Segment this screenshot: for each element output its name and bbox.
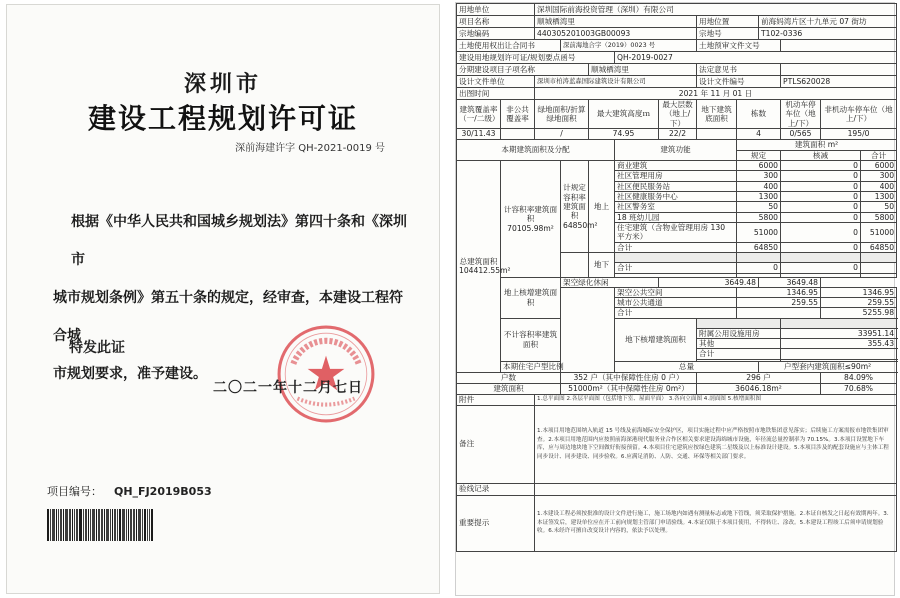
field-value: [781, 40, 897, 52]
function-name: 社区警务室: [615, 202, 737, 212]
residential-row-label: 建筑面积: [457, 383, 561, 394]
permit-number: 深前海建许字 QH-2021-0019 号: [235, 143, 385, 154]
residential-header: 户型套内建筑面积≤90m²: [759, 361, 897, 372]
barcode-bar: [130, 509, 132, 541]
barcode-icon: [47, 509, 155, 541]
indicator-value: 4: [737, 128, 781, 139]
barcode-bar: [47, 509, 49, 541]
permit-title: 建设工程规划许可证: [87, 102, 358, 135]
sum-value: 50: [861, 202, 897, 212]
residential-value: 352 户（其中保障性住房 0 户）: [561, 372, 697, 383]
field-label: 土地使用权出让合同书: [457, 40, 561, 52]
body-line-1: 根据《中华人民共和国城乡规划法》第四十条和《深圳市: [71, 214, 407, 268]
reduced-value: 0: [781, 202, 861, 212]
indicator-header: 绿地面积/折算绿地面积: [535, 100, 589, 129]
reduced-value: 0: [781, 192, 861, 202]
reduced-value: 0: [781, 212, 861, 222]
field-label: 用地单位: [457, 4, 535, 16]
regulated-value: 64850: [737, 242, 781, 252]
barcode-bar: [60, 509, 62, 541]
sum-value: 259.55: [821, 298, 897, 308]
barcode-bar: [106, 509, 109, 541]
field-label: 建设用地规划许可证/规划要点函号: [457, 52, 615, 64]
function-name: 架空绿化休闲: [561, 277, 659, 287]
field-label: 项目名称: [457, 16, 535, 28]
indicator-value: 30/11.43: [457, 128, 501, 139]
sum-value: 400: [861, 181, 897, 191]
total-area-cell: [457, 161, 511, 372]
field-label: 土地预审文件文号: [697, 40, 781, 52]
field-value: 深圳国际前海投资管理（深圳）有限公司: [535, 4, 897, 16]
residential-ratio-label: 本期住宅户型比例: [501, 361, 589, 372]
barcode-bar: [69, 509, 71, 541]
barcode-bar: [104, 509, 105, 541]
blank-cell: [781, 318, 897, 328]
indicator-header: 地下建筑底面积: [697, 100, 737, 129]
barcode-bar: [151, 509, 153, 541]
indicator-header: 非公共覆盖率: [501, 100, 535, 129]
blank-cell: [561, 287, 615, 372]
barcode-bar: [76, 509, 78, 541]
blank-cell: [697, 318, 781, 328]
blank-cell: [861, 273, 897, 277]
function-name: 其他: [697, 339, 781, 349]
field-value: 前海妈湾片区十九单元 07 街坊: [759, 16, 897, 28]
barcode-bar: [101, 509, 103, 541]
regulated-value: 3649.48: [659, 277, 759, 287]
blank-cell: [861, 253, 897, 263]
barcode-bar: [52, 509, 55, 541]
fa-area-value: 70105.98m²: [507, 223, 554, 233]
field-label: 设计文件编号: [697, 76, 781, 88]
residential-value: 84.09%: [821, 372, 897, 383]
sum-value: 5800: [861, 212, 897, 222]
indicator-header: 机动车停车位（地上/下）: [781, 100, 821, 129]
barcode-bar: [126, 509, 127, 541]
function-name: 合计: [615, 263, 737, 273]
sub-header: 规定: [737, 150, 781, 160]
non-far-area-label: 不计容积率建筑面积: [501, 318, 561, 361]
reduced-value: 0: [781, 171, 861, 181]
regulated-fa-label: 计规定容积率建筑面积: [563, 183, 586, 221]
reduced-value: 0: [781, 222, 861, 242]
function-header: 建筑功能: [615, 139, 737, 160]
body-line-3: 市规划要求，准予建设。: [53, 366, 207, 382]
indicator-value: 74.95: [589, 128, 659, 139]
indicator-value: 22/2: [659, 128, 697, 139]
barcode-bar: [142, 509, 143, 541]
regulated-value: 259.55: [737, 298, 821, 308]
residential-header: 总量: [615, 361, 759, 372]
regulated-fa-value: 64850m²: [563, 220, 598, 230]
field-value: [781, 64, 897, 76]
residential-value: 51000m²（其中保障性住房 0m²）: [561, 383, 697, 394]
barcode-bar: [50, 509, 51, 541]
attachments-label: 附件: [457, 394, 535, 405]
regulated-value: 300: [737, 171, 781, 181]
permit-detail-page: [455, 2, 895, 596]
regulated-fa-cell: [561, 161, 598, 253]
barcode-bar: [58, 509, 59, 541]
body-line-2: 城市规划条例》第五十条的规定，经审查，本建设工程符合城: [53, 290, 403, 344]
project-number-value: QH_FJ2019B053: [114, 485, 212, 498]
field-value: 2021 年 11 月 01 日: [535, 88, 897, 100]
barcode-bar: [98, 509, 100, 541]
blank-cell: [781, 253, 861, 263]
field-label: 出图时间: [457, 88, 535, 100]
regulated-value: 1346.95: [737, 287, 821, 297]
notice-text: 1.本建设工程必须按批准的设计文件进行施工，施工场地内如遇有测量标志或地下管线，须采取保护措施。2.本证自核发之日起有效期两年。3.本证签发后，建设单位应在开工前向规划主管部门申请验线。4.本证仅限于本项目使用，不得转让、涂改。5.本建设工程竣工后须申请规划验收。6.未经许可擅自改变设计内容的，依法予以处理。: [535, 495, 897, 551]
function-name: 商业建筑: [615, 161, 737, 171]
field-value: 440305201003GB00093: [535, 28, 697, 40]
indicator-value: [697, 128, 737, 139]
indicator-header: 非机动车停车位（地上/下）: [821, 100, 897, 129]
function-name: 社区健康服务中心: [615, 192, 737, 202]
blank-cell: [615, 253, 737, 263]
function-name: 住宅建筑（含物业管理用房 130 平方米）: [615, 222, 737, 242]
indicator-value: [501, 128, 535, 139]
barcode-bar: [114, 509, 116, 541]
residential-row-label: 户数: [457, 372, 561, 383]
barcode-bar: [119, 509, 121, 541]
sum-value: 64850: [861, 242, 897, 252]
barcode-bar: [136, 509, 137, 541]
field-label: 用地位置: [697, 16, 759, 28]
underground-increased-label: 地下核增建筑面积: [615, 318, 697, 361]
sum-value: 51000: [861, 222, 897, 242]
function-name: 18 班幼儿园: [615, 212, 737, 222]
regulated-value: 0: [737, 263, 781, 273]
regulated-value: 33951.14: [781, 328, 897, 338]
indicator-header: 最大建筑高度ｍ: [589, 100, 659, 129]
function-name: 城市公共通道: [615, 298, 737, 308]
function-name: 合计: [615, 242, 737, 252]
check-record-label: 验线记录: [457, 483, 535, 495]
barcode-bar: [88, 509, 89, 541]
field-label: 设计文件单位: [457, 76, 535, 88]
indicator-value: 0/565: [781, 128, 821, 139]
reduced-value: 0: [781, 161, 861, 171]
barcode-bar: [138, 509, 141, 541]
function-name: 附属公用设施用房: [697, 328, 781, 338]
function-name: 架空公共空间: [615, 287, 737, 297]
sum-value: 1346.95: [821, 287, 897, 297]
check-record-text: [535, 483, 897, 495]
blank-cell: [737, 253, 781, 263]
residential-value: 70.68%: [821, 383, 897, 394]
barcode-bar: [63, 509, 64, 541]
reduced-value: 0: [781, 181, 861, 191]
attachments-text: 1.总平面图 2.各层平面图（包括地下室、屋面平面） 3.各向立面图 4.剖面图 5.核增面积图: [535, 394, 897, 405]
project-number-label: 项目编号：: [47, 485, 102, 498]
regulated-value: 1300: [737, 192, 781, 202]
barcode-bar: [117, 509, 118, 541]
project-number: [47, 483, 212, 499]
blank-cell: [561, 253, 589, 277]
sum-value: [861, 263, 897, 273]
field-value: QH-2019-0027: [615, 52, 897, 64]
issue-date: 二〇二一年十二月七日: [213, 380, 363, 396]
sub-header: 合计: [861, 150, 897, 160]
barcode-bar: [128, 509, 129, 541]
indicator-header: 栋数: [737, 100, 781, 129]
field-value: 深前海地合字（2019）0023 号: [561, 40, 697, 52]
barcode-bar: [122, 509, 125, 541]
barcode-bar: [79, 509, 82, 541]
barcode-bar: [144, 509, 146, 541]
regulated-value: 6000: [737, 161, 781, 171]
official-seal-icon: [275, 323, 377, 425]
indicator-header: 最大层数（地上/下）: [659, 100, 697, 129]
barcode-bar: [147, 509, 148, 541]
function-name: 社区管理用房: [615, 171, 737, 181]
special-issue-text: 特发此证: [69, 340, 125, 356]
sub-header: 核减: [781, 150, 861, 160]
fa-area-label: 计容积率建筑面积: [503, 204, 558, 224]
barcode-bar: [74, 509, 75, 541]
field-value: 顺城栖湾里: [589, 64, 697, 76]
sum-value: 5255.98: [821, 308, 897, 318]
barcode-bar: [65, 509, 68, 541]
sum-value: 6000: [861, 161, 897, 171]
below-ground-label: 地下: [589, 253, 615, 277]
residential-value: 36046.18m²: [697, 383, 821, 394]
barcode-bar: [96, 509, 97, 541]
regulated-value: 5800: [737, 212, 781, 222]
regulated-value: [737, 308, 821, 318]
barcode-bar: [112, 509, 113, 541]
increased-area-label: 地上核增建筑面积: [501, 277, 561, 318]
fa-area-cell: [501, 161, 561, 277]
barcode-bar: [110, 509, 111, 541]
city-title: 深圳市: [183, 71, 262, 97]
above-ground-label: 地上: [589, 161, 615, 253]
reduced-value: 0: [781, 263, 861, 273]
reduced-value: 0: [781, 242, 861, 252]
barcode-bar: [133, 509, 135, 541]
barcode-bar: [72, 509, 73, 541]
indicator-value: /: [535, 128, 589, 139]
remarks-text: 1.本项目用地范围纳入轨道 15 号线及前海城际安全保护区，项目实施过程中应严格按照市地铁集团意见落实；后续施工方案需报市地铁集团审查。2.本项目用地范围内应按照前海深港现代服务业合作区相关要求建设海绵城市设施，年径流总量控制率为 70.15%。3.本项目设置地下车库，应与周边地块地下空间做好衔接预留。4.本项目住宅建筑应按绿色建筑二星级及以上标准设计建设。5.本项目涉及的配套设施应与主体工程同步设计、同步建设、同步验收。6.应满足消防、人防、交通、环保等相关部门要求。: [535, 405, 897, 483]
area-section-header: 本期建筑面积及分配: [457, 139, 615, 160]
sum-value: 3649.48: [759, 277, 821, 287]
sum-value: 300: [861, 171, 897, 181]
regulated-value: [781, 349, 897, 359]
function-name: 社区便民服务站: [615, 181, 737, 191]
remarks-label: 备注: [457, 405, 535, 483]
function-name: 合计: [697, 349, 781, 359]
barcode-bar: [92, 509, 95, 541]
regulated-value: 355.43: [781, 339, 897, 349]
permit-cover-page: [6, 4, 440, 594]
barcode-bar: [56, 509, 57, 541]
field-value: T102-0336: [759, 28, 897, 40]
field-label: 分期建设项目子项名称: [457, 64, 589, 76]
field-value: PTLS620028: [781, 76, 897, 88]
field-label: 法定意见书: [697, 64, 781, 76]
total-area-value: 104412.55m²: [459, 266, 511, 276]
total-area-label: 总建筑面积: [459, 257, 498, 267]
function-name: 合计: [615, 308, 737, 318]
barcode-bar: [149, 509, 150, 541]
field-label: 宗地编码: [457, 28, 535, 40]
field-value: 顺城栖湾里: [535, 16, 697, 28]
barcode-bar: [83, 509, 84, 541]
barcode-bar: [90, 509, 91, 541]
permit-detail-table: [456, 3, 897, 552]
regulated-value: 50: [737, 202, 781, 212]
indicator-value: 195/0: [821, 128, 897, 139]
notice-label: 重要提示: [457, 495, 535, 551]
area-header: 建筑面积 m²: [737, 139, 897, 150]
indicator-header: 建筑覆盖率（一/二级）: [457, 100, 501, 129]
barcode-bar: [85, 509, 87, 541]
residential-value: 296 户: [697, 372, 821, 383]
field-value: 深圳市柏涛蓝森国际建筑设计有限公司: [535, 76, 697, 88]
regulated-value: 400: [737, 181, 781, 191]
regulated-value: 51000: [737, 222, 781, 242]
sum-value: 1300: [861, 192, 897, 202]
field-label: 宗地号: [697, 28, 759, 40]
